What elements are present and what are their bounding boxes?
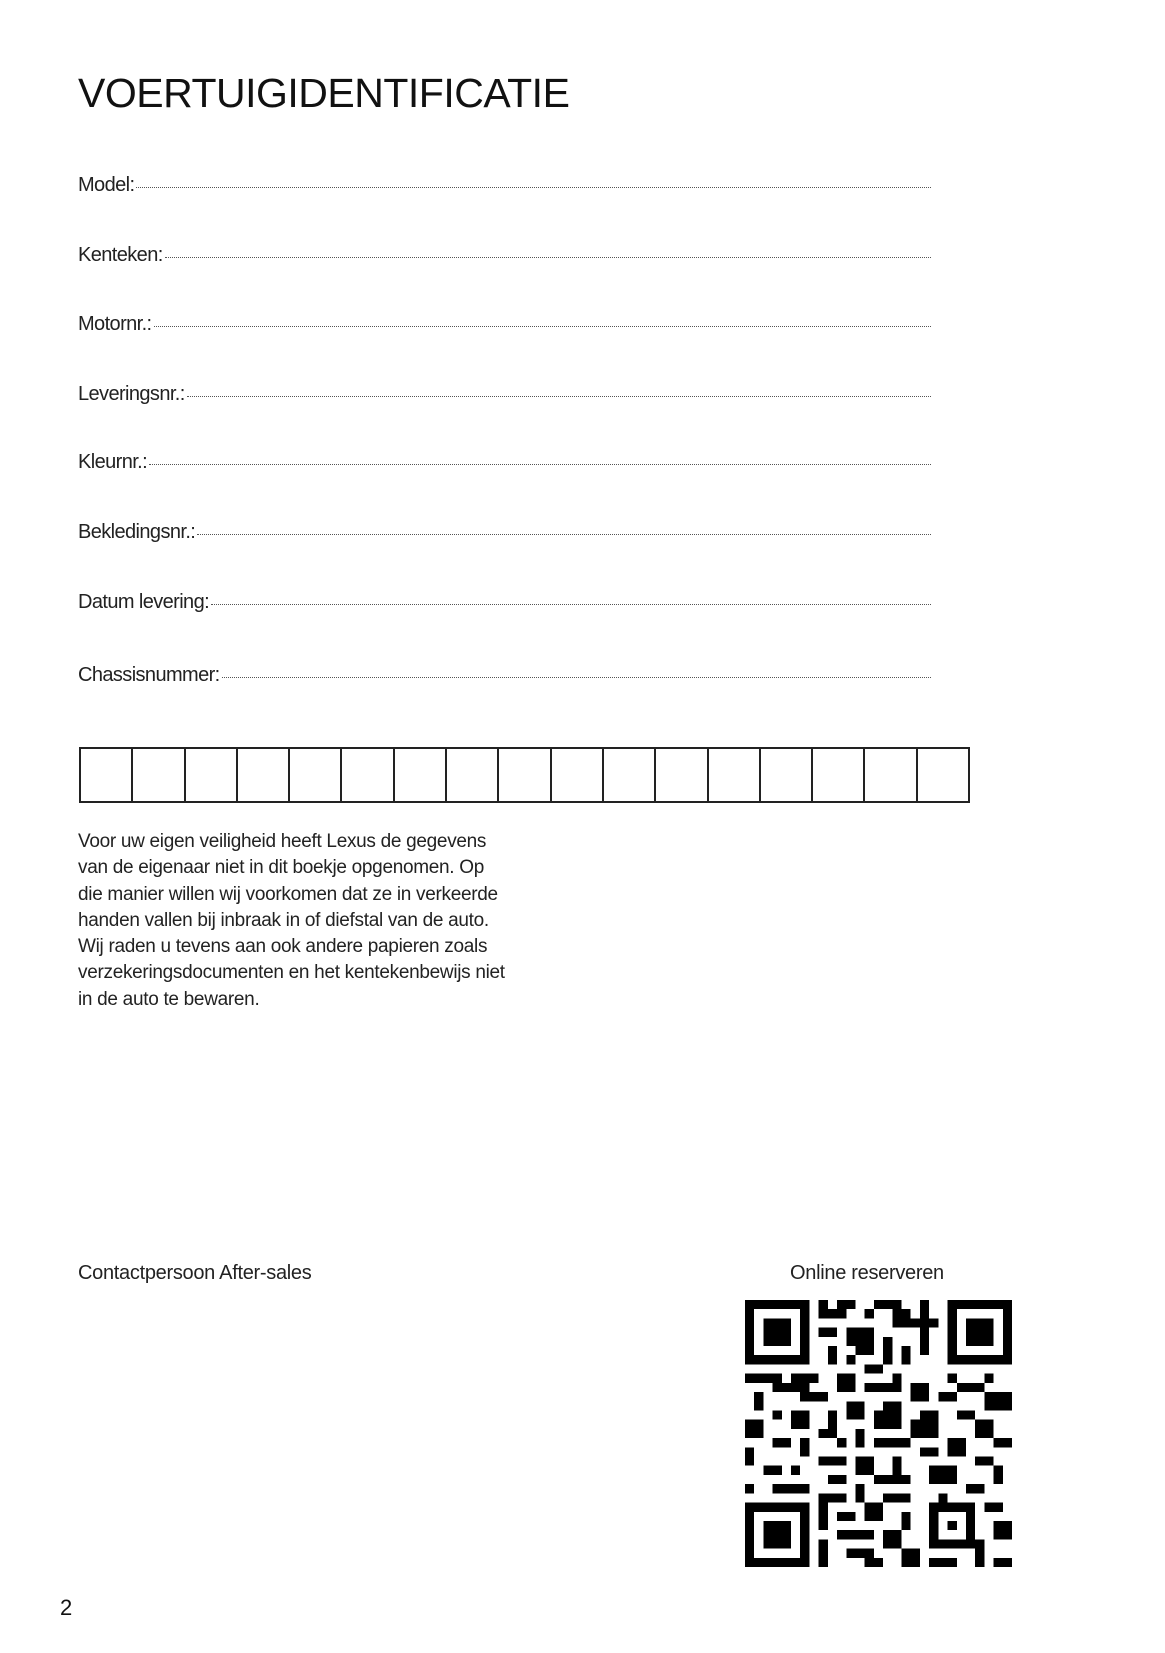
field-input-line[interactable] (154, 325, 931, 327)
field-motornr[interactable] (78, 313, 931, 336)
contact-after-sales-label: Contactpersoon After-sales (78, 1262, 312, 1284)
field-bekledingsnr[interactable] (78, 521, 931, 544)
field-label: Bekledingsnr.: (78, 521, 196, 543)
chassis-digit-box[interactable] (552, 749, 604, 801)
chassis-digit-box[interactable] (186, 749, 238, 801)
field-input-line[interactable] (197, 533, 931, 535)
field-label: Chassisnummer: (78, 664, 220, 686)
chassis-digit-box[interactable] (604, 749, 656, 801)
field-label: Leveringsnr.: (78, 383, 185, 405)
chassis-digit-box[interactable] (656, 749, 708, 801)
chassis-digit-box[interactable] (342, 749, 394, 801)
chassis-digit-box[interactable] (761, 749, 813, 801)
field-label: Kleurnr.: (78, 451, 148, 473)
chassis-digit-box[interactable] (447, 749, 499, 801)
online-reserveren-label: Online reserveren (790, 1262, 944, 1284)
field-input-line[interactable] (136, 186, 931, 188)
qr-code-icon[interactable] (745, 1300, 1012, 1567)
field-chassisnummer[interactable] (78, 664, 931, 687)
field-kleurnr[interactable] (78, 451, 931, 474)
field-label: Model: (78, 174, 135, 196)
field-input-line[interactable] (187, 395, 931, 397)
chassis-digit-box[interactable] (395, 749, 447, 801)
field-input-line[interactable] (211, 603, 931, 605)
field-label: Datum levering: (78, 591, 210, 613)
page-title: VOERTUIGIDENTIFICATIE (78, 70, 570, 116)
field-datum-levering[interactable] (78, 591, 931, 614)
chassis-digit-box[interactable] (865, 749, 917, 801)
chassis-digit-box[interactable] (499, 749, 551, 801)
field-label: Motornr.: (78, 313, 152, 335)
field-leveringsnr[interactable] (78, 383, 931, 406)
field-input-line[interactable] (149, 463, 931, 465)
field-label: Kenteken: (78, 244, 163, 266)
chassis-digit-box[interactable] (813, 749, 865, 801)
privacy-note: Voor uw eigen veiligheid heeft Lexus de gegevens van de eigenaar niet in dit boekje opgenomen. Op die manier willen wij voorkomen dat ze in verkeerde handen vallen bij inbraak in of diefstal van de auto. Wij raden u tevens aan ook andere papieren zoals verzekeringsdocumenten en het kentekenbewijs niet in de auto te bewaren. (78, 831, 505, 1010)
chassis-digit-box[interactable] (290, 749, 342, 801)
page-number: 2 (60, 1595, 73, 1620)
chassis-digit-box[interactable] (133, 749, 185, 801)
chassis-digit-box[interactable] (918, 749, 970, 801)
chassis-digit-box[interactable] (81, 749, 133, 801)
chassis-digit-box[interactable] (709, 749, 761, 801)
field-kenteken[interactable] (78, 244, 931, 267)
chassis-number-boxes (79, 747, 970, 803)
field-input-line[interactable] (222, 676, 931, 678)
chassis-digit-box[interactable] (238, 749, 290, 801)
field-input-line[interactable] (165, 256, 931, 258)
field-model[interactable] (78, 174, 931, 197)
